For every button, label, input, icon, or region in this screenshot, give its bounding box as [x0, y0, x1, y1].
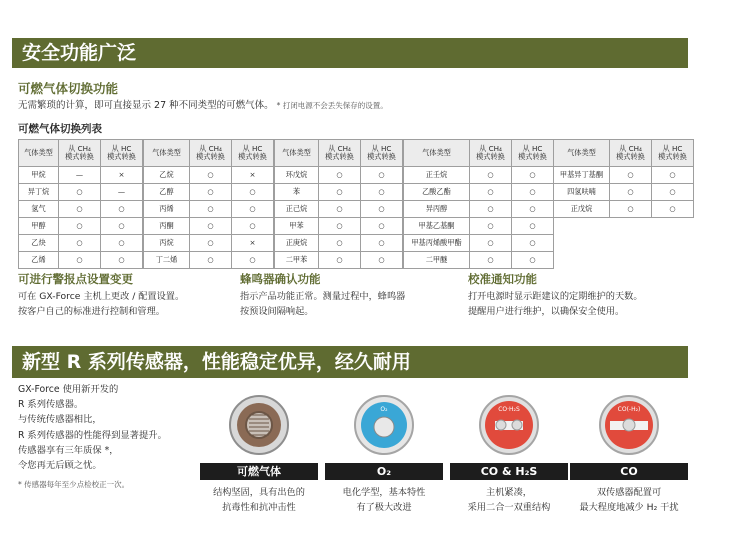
sensor-intro [18, 382, 167, 492]
sensor-label: O₂ [325, 463, 443, 480]
table-row [19, 201, 143, 218]
feature-line: 提醒用户进行维护，以确保安全使用。 [468, 306, 625, 317]
conversion-cell: ○ [610, 184, 652, 201]
sensor-face-text: CO·H₂S [498, 406, 520, 413]
conversion-cell: ○ [319, 252, 361, 269]
conversion-cell: ○ [59, 252, 101, 269]
sensor-icon [228, 394, 290, 456]
sensor-image [598, 394, 660, 456]
table-row [144, 184, 274, 201]
table-row [19, 184, 143, 201]
feature-title: 蜂鸣器确认功能 [240, 272, 321, 286]
table-row [144, 167, 274, 184]
caption-line: 采用二合一双重结构 [467, 502, 551, 513]
conversion-cell: ○ [232, 218, 274, 235]
conversion-cell: ○ [512, 201, 554, 218]
table-row [144, 201, 274, 218]
table-row [554, 167, 694, 184]
gas-name-cell: 甲苯 [275, 218, 319, 235]
feature-line: 打开电源时显示距建议的定期维护的天数。 [468, 291, 643, 302]
column-header: 从 HC 模式转换 [232, 140, 274, 167]
column-header: 从 CH₄ 模式转换 [190, 140, 232, 167]
conversion-cell: ○ [59, 184, 101, 201]
conversion-cell: × [232, 167, 274, 184]
conversion-cell: ○ [470, 252, 512, 269]
sensor-image [353, 394, 415, 456]
conversion-cell: ○ [319, 201, 361, 218]
conversion-cell: ○ [470, 218, 512, 235]
table-row [144, 218, 274, 235]
gas-name-cell: 异丁烷 [19, 184, 59, 201]
caption-line: 主机紧凑， [486, 487, 532, 498]
conversion-cell: ○ [59, 201, 101, 218]
column-header: 从 CH₄ 模式转换 [470, 140, 512, 167]
sensor-footnote: * 传感器每年至少点检校正一次。 [18, 480, 130, 490]
sensor-face-text: CO(-H₂) [617, 406, 641, 413]
table-row [275, 252, 403, 269]
conversion-cell: ○ [101, 235, 143, 252]
table-row [144, 235, 274, 252]
conversion-cell: ○ [190, 218, 232, 235]
sensor-caption [194, 485, 324, 515]
conversion-cell: ○ [232, 184, 274, 201]
gas-name-cell: 正己烷 [275, 201, 319, 218]
conversion-cell: ○ [59, 235, 101, 252]
caption-line: 电化学型，基本特性 [342, 487, 426, 498]
switch-desc-note: * 打闭电源不会丢失保存的设置。 [276, 101, 388, 110]
gas-table-block [143, 139, 274, 269]
conversion-cell: ○ [512, 252, 554, 269]
column-header: 气体类型 [404, 140, 470, 167]
column-header: 从 HC 模式转换 [361, 140, 403, 167]
sensor-image [228, 394, 290, 456]
table-header-row [19, 140, 143, 167]
sensor-icon [353, 394, 415, 456]
conversion-cell: ○ [59, 218, 101, 235]
gas-name-cell: 正庚烷 [275, 235, 319, 252]
conversion-cell: × [232, 235, 274, 252]
conversion-cell: ○ [232, 252, 274, 269]
caption-line: 最大程度地减少 H₂ 干扰 [579, 502, 679, 513]
table-row [404, 167, 554, 184]
conversion-cell: ○ [361, 201, 403, 218]
gas-name-cell: 乙酸乙酯 [404, 184, 470, 201]
conversion-cell: ○ [470, 201, 512, 218]
gas-name-cell: 氢气 [19, 201, 59, 218]
conversion-cell: ○ [610, 167, 652, 184]
switch-function-title: 可燃气体切换功能 [18, 81, 119, 96]
table-header-row [144, 140, 274, 167]
conversion-cell: ○ [652, 167, 694, 184]
conversion-cell: ○ [470, 167, 512, 184]
conversion-cell: — [101, 184, 143, 201]
section-title: 新型 R 系列传感器，性能稳定优异，经久耐用 [22, 351, 411, 373]
table-row [275, 218, 403, 235]
conversion-cell: ○ [470, 184, 512, 201]
gas-name-cell: 乙炔 [19, 235, 59, 252]
sensor-label: 可燃气体 [200, 463, 318, 480]
intro-line: 与传统传感器相比， [18, 414, 102, 426]
sensor-label: CO [570, 463, 688, 480]
conversion-cell: ○ [319, 167, 361, 184]
conversion-cell: ○ [232, 201, 274, 218]
section-banner-sensors [12, 346, 688, 378]
gas-name-cell: 四氢呋喃 [554, 184, 610, 201]
conversion-cell: ○ [470, 235, 512, 252]
section-title: 安全功能广泛 [22, 42, 137, 64]
gas-table-block [403, 139, 554, 269]
sensor-image [478, 394, 540, 456]
conversion-cell: ○ [101, 252, 143, 269]
caption-line: 结构坚固，具有出色的 [213, 487, 305, 498]
conversion-cell: ○ [190, 167, 232, 184]
table-row [275, 235, 403, 252]
conversion-cell: ○ [361, 184, 403, 201]
conversion-cell: ○ [512, 167, 554, 184]
column-header: 气体类型 [144, 140, 190, 167]
conversion-cell: × [101, 167, 143, 184]
conversion-cell: ○ [319, 218, 361, 235]
gas-name-cell: 环戊烷 [275, 167, 319, 184]
table-row [19, 218, 143, 235]
gas-name-cell: 乙醇 [144, 184, 190, 201]
feature-title: 校准通知功能 [468, 272, 537, 286]
feature-line: 可在 GX-Force 主机上更改 / 配置设置。 [18, 291, 185, 302]
table-row [275, 201, 403, 218]
feature-line: 按预设间隔响起。 [240, 306, 314, 317]
gas-name-cell: 甲烷 [19, 167, 59, 184]
sensor-label: CO & H₂S [450, 463, 568, 480]
conversion-cell: ○ [361, 235, 403, 252]
gas-table-block [553, 139, 694, 218]
gas-name-cell: 苯 [275, 184, 319, 201]
conversion-cell: ○ [190, 252, 232, 269]
caption-line: 有了极大改进 [356, 502, 412, 513]
gas-name-cell: 丙烷 [144, 235, 190, 252]
conversion-cell: ○ [361, 252, 403, 269]
conversion-cell: ○ [319, 235, 361, 252]
conversion-cell: ○ [101, 218, 143, 235]
conversion-cell: — [59, 167, 101, 184]
column-header: 气体类型 [554, 140, 610, 167]
table-row [19, 235, 143, 252]
gas-name-cell: 甲基乙基酮 [404, 218, 470, 235]
conversion-cell: ○ [190, 201, 232, 218]
gas-name-cell: 正戊烷 [554, 201, 610, 218]
gas-name-cell: 正壬烷 [404, 167, 470, 184]
intro-line: GX-Force 使用新开发的 [18, 384, 119, 395]
section-banner-safety [12, 38, 688, 68]
column-header: 气体类型 [275, 140, 319, 167]
column-header: 从 HC 模式转换 [652, 140, 694, 167]
table-row [144, 252, 274, 269]
conversion-cell: ○ [361, 218, 403, 235]
table-header-row [404, 140, 554, 167]
sensor-caption [319, 485, 449, 515]
feature-text [18, 289, 184, 319]
table-header-row [275, 140, 403, 167]
intro-line: 传感器享有三年质保 *， [18, 444, 119, 456]
column-header: 从 CH₄ 模式转换 [610, 140, 652, 167]
feature-title: 可进行警报点设置变更 [18, 272, 133, 286]
caption-line: 双传感器配置可 [596, 487, 662, 498]
sensor-caption [564, 485, 694, 515]
table-row [404, 235, 554, 252]
intro-line: R 系列传感器。 [18, 399, 84, 411]
gas-name-cell: 乙烷 [144, 167, 190, 184]
conversion-cell: ○ [512, 184, 554, 201]
intro-line: 令您再无后顾之忧。 [18, 460, 102, 472]
gas-name-cell: 甲醇 [19, 218, 59, 235]
table-row [404, 218, 554, 235]
conversion-cell: ○ [190, 184, 232, 201]
conversion-cell: ○ [652, 184, 694, 201]
feature-text [468, 289, 643, 319]
table-row [19, 167, 143, 184]
gas-table-block [18, 139, 143, 269]
feature-text [240, 289, 405, 319]
column-header: 从 CH₄ 模式转换 [59, 140, 101, 167]
table-row [19, 252, 143, 269]
conversion-cell: ○ [512, 235, 554, 252]
table-row [404, 201, 554, 218]
table-row [554, 184, 694, 201]
sensor-icon [478, 394, 540, 456]
sensor-caption [444, 485, 574, 515]
table-row [275, 167, 403, 184]
table-header-row [554, 140, 694, 167]
table-row [404, 252, 554, 269]
switch-function-desc [18, 98, 388, 113]
conversion-cell: ○ [610, 201, 652, 218]
column-header: 从 HC 模式转换 [512, 140, 554, 167]
conversion-cell: ○ [101, 201, 143, 218]
gas-name-cell: 甲基异丁基酮 [554, 167, 610, 184]
column-header: 从 HC 模式转换 [101, 140, 143, 167]
switch-desc-text: 无需繁琐的计算，即可直接显示 27 种不同类型的可燃气体。 [18, 100, 274, 111]
feature-line: 按客户自己的标准进行控制和管理。 [18, 306, 165, 317]
table-row [554, 201, 694, 218]
conversion-cell: ○ [319, 184, 361, 201]
column-header: 从 CH₄ 模式转换 [319, 140, 361, 167]
caption-line: 抗毒性和抗冲击性 [222, 502, 296, 513]
gas-name-cell: 丁二烯 [144, 252, 190, 269]
conversion-cell: ○ [190, 235, 232, 252]
feature-line: 指示产品功能正常。测量过程中，蜂鸣器 [240, 291, 406, 302]
table-row [404, 184, 554, 201]
conversion-cell: ○ [652, 201, 694, 218]
gas-table-block [274, 139, 403, 269]
conversion-cell: ○ [361, 167, 403, 184]
sensor-icon [598, 394, 660, 456]
gas-name-cell: 甲基丙烯酸甲酯 [404, 235, 470, 252]
sensor-face-text: O₂ [380, 406, 388, 413]
gas-name-cell: 丙酮 [144, 218, 190, 235]
gas-name-cell: 乙烯 [19, 252, 59, 269]
gas-name-cell: 丙烯 [144, 201, 190, 218]
table-title: 可燃气体切换列表 [18, 123, 102, 135]
column-header: 气体类型 [19, 140, 59, 167]
table-row [275, 184, 403, 201]
intro-line: R 系列传感器的性能得到显著提升。 [18, 429, 167, 441]
conversion-cell: ○ [512, 218, 554, 235]
gas-name-cell: 异丙醇 [404, 201, 470, 218]
gas-name-cell: 二甲醚 [404, 252, 470, 269]
gas-name-cell: 二甲苯 [275, 252, 319, 269]
